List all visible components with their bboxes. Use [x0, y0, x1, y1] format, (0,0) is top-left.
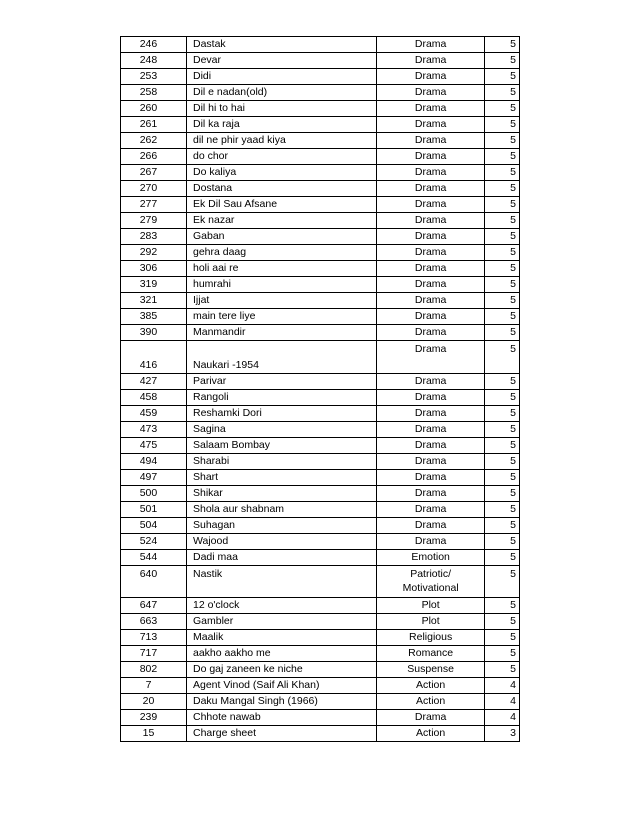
movie-title-cell: Gaban: [186, 229, 376, 245]
table-row: [121, 550, 520, 566]
rating-cell: 5: [485, 614, 520, 630]
genre-cell: Drama: [376, 101, 485, 117]
movie-title-cell: Sharabi: [186, 454, 376, 470]
genre-cell: Plot: [376, 598, 485, 614]
genre-cell: Religious: [376, 630, 485, 646]
movie-title-cell: Ek nazar: [186, 213, 376, 229]
rating-cell: 5: [485, 630, 520, 646]
table-row: [121, 646, 520, 662]
rating-cell: 5: [485, 165, 520, 181]
rating-cell: 5: [485, 486, 520, 502]
table-row: [121, 422, 520, 438]
movie-title-cell: main tere liye: [186, 309, 376, 325]
movie-title-cell: Shikar: [186, 486, 376, 502]
table-row: [121, 69, 520, 85]
movie-title-cell: Dadi maa: [186, 550, 376, 566]
genre-cell: Drama: [376, 197, 485, 213]
genre-cell: Action: [376, 726, 485, 742]
movie-id-cell: 497: [121, 470, 187, 486]
table-row: [121, 117, 520, 133]
movie-title-cell: Do gaj zaneen ke niche: [186, 662, 376, 678]
rating-cell: 5: [485, 101, 520, 117]
genre-cell: Drama: [376, 181, 485, 197]
rating-cell: 5: [485, 438, 520, 454]
genre-cell: Patriotic/ Motivational: [376, 566, 485, 598]
table-row: [121, 309, 520, 325]
movie-title-cell: Nastik: [186, 566, 376, 598]
rating-cell: 5: [485, 69, 520, 85]
table-row: [121, 261, 520, 277]
genre-cell: Drama: [376, 117, 485, 133]
movie-id-cell: 647: [121, 598, 187, 614]
movie-title-cell: Naukari -1954: [186, 341, 376, 374]
movie-title-cell: Parivar: [186, 374, 376, 390]
movie-title-cell: Dil e nadan(old): [186, 85, 376, 101]
movie-title-cell: Suhagan: [186, 518, 376, 534]
movie-id-cell: 20: [121, 694, 187, 710]
movie-id-cell: 416: [121, 341, 187, 374]
rating-cell: 5: [485, 117, 520, 133]
rating-cell: 5: [485, 213, 520, 229]
movie-title-cell: Manmandir: [186, 325, 376, 341]
table-row: [121, 486, 520, 502]
movie-id-cell: 802: [121, 662, 187, 678]
rating-cell: 5: [485, 133, 520, 149]
movie-id-cell: 524: [121, 534, 187, 550]
movie-id-cell: 283: [121, 229, 187, 245]
movie-title-cell: Charge sheet: [186, 726, 376, 742]
rating-cell: 4: [485, 694, 520, 710]
movie-title-cell: Chhote nawab: [186, 710, 376, 726]
genre-cell: Drama: [376, 325, 485, 341]
movie-id-cell: 475: [121, 438, 187, 454]
movie-id-cell: 7: [121, 678, 187, 694]
table-row: [121, 454, 520, 470]
genre-cell: Suspense: [376, 662, 485, 678]
movie-id-cell: 261: [121, 117, 187, 133]
genre-cell: Drama: [376, 245, 485, 261]
rating-cell: 5: [485, 325, 520, 341]
movie-title-cell: aakho aakho me: [186, 646, 376, 662]
movie-title-cell: Ek Dil Sau Afsane: [186, 197, 376, 213]
genre-cell: Drama: [376, 518, 485, 534]
table-row: [121, 726, 520, 742]
genre-cell: Drama: [376, 165, 485, 181]
rating-cell: 5: [485, 309, 520, 325]
movie-title-cell: Maalik: [186, 630, 376, 646]
table-row: [121, 325, 520, 341]
movie-id-cell: 15: [121, 726, 187, 742]
movie-id-cell: 258: [121, 85, 187, 101]
genre-cell: Drama: [376, 37, 485, 53]
rating-cell: 5: [485, 470, 520, 486]
genre-cell: Drama: [376, 502, 485, 518]
genre-cell: Drama: [376, 85, 485, 101]
table-row: [121, 566, 520, 598]
rating-cell: 5: [485, 197, 520, 213]
movie-title-cell: humrahi: [186, 277, 376, 293]
rating-cell: 4: [485, 710, 520, 726]
movie-title-cell: Devar: [186, 53, 376, 69]
table-row: [121, 518, 520, 534]
table-row: [121, 630, 520, 646]
movie-id-cell: 663: [121, 614, 187, 630]
table-row: [121, 502, 520, 518]
genre-cell: Drama: [376, 454, 485, 470]
rating-cell: 5: [485, 454, 520, 470]
rating-cell: 5: [485, 534, 520, 550]
table-row: [121, 293, 520, 309]
genre-cell: Drama: [376, 710, 485, 726]
rating-cell: 5: [485, 277, 520, 293]
movie-title-cell: Gambler: [186, 614, 376, 630]
movie-title-cell: Salaam Bombay: [186, 438, 376, 454]
genre-cell: Drama: [376, 390, 485, 406]
table-row: [121, 710, 520, 726]
rating-cell: 5: [485, 422, 520, 438]
table-row: [121, 277, 520, 293]
movie-id-cell: 427: [121, 374, 187, 390]
rating-cell: 5: [485, 181, 520, 197]
rating-cell: 5: [485, 53, 520, 69]
movie-id-cell: 473: [121, 422, 187, 438]
table-row: [121, 390, 520, 406]
rating-cell: 5: [485, 502, 520, 518]
rating-cell: 5: [485, 646, 520, 662]
table-row: [121, 614, 520, 630]
rating-cell: 5: [485, 662, 520, 678]
movie-id-cell: 501: [121, 502, 187, 518]
table-row: [121, 534, 520, 550]
table-row: [121, 341, 520, 374]
table-row: [121, 53, 520, 69]
movie-title-cell: Shart: [186, 470, 376, 486]
table-row: [121, 37, 520, 53]
rating-cell: 5: [485, 245, 520, 261]
table-row: [121, 406, 520, 422]
movie-id-cell: 504: [121, 518, 187, 534]
movie-title-cell: Dastak: [186, 37, 376, 53]
movie-id-cell: 306: [121, 261, 187, 277]
movie-id-cell: 390: [121, 325, 187, 341]
movie-id-cell: 260: [121, 101, 187, 117]
movie-title-cell: holi aai re: [186, 261, 376, 277]
table-row: [121, 598, 520, 614]
movie-id-cell: 266: [121, 149, 187, 165]
genre-cell: Drama: [376, 374, 485, 390]
rating-cell: 3: [485, 726, 520, 742]
movie-id-cell: 717: [121, 646, 187, 662]
movie-title-cell: Sagina: [186, 422, 376, 438]
movie-id-cell: 544: [121, 550, 187, 566]
movie-title-cell: Ijjat: [186, 293, 376, 309]
rating-cell: 5: [485, 293, 520, 309]
movie-id-cell: 494: [121, 454, 187, 470]
genre-cell: Romance: [376, 646, 485, 662]
genre-cell: Action: [376, 694, 485, 710]
genre-cell: Drama: [376, 53, 485, 69]
movie-ratings-table: [120, 36, 520, 742]
movie-id-cell: 292: [121, 245, 187, 261]
rating-cell: 5: [485, 341, 520, 374]
table-row: [121, 85, 520, 101]
movie-title-cell: Dil ka raja: [186, 117, 376, 133]
movie-title-cell: Dil hi to hai: [186, 101, 376, 117]
movie-id-cell: 319: [121, 277, 187, 293]
genre-cell: Plot: [376, 614, 485, 630]
rating-cell: 5: [485, 390, 520, 406]
movie-id-cell: 458: [121, 390, 187, 406]
genre-cell: Drama: [376, 406, 485, 422]
genre-cell: Emotion: [376, 550, 485, 566]
movie-title-cell: Dostana: [186, 181, 376, 197]
table-row: [121, 678, 520, 694]
movie-id-cell: 321: [121, 293, 187, 309]
movie-title-cell: Daku Mangal Singh (1966): [186, 694, 376, 710]
table-row: [121, 245, 520, 261]
genre-cell: Drama: [376, 438, 485, 454]
movie-id-cell: 500: [121, 486, 187, 502]
movie-id-cell: 239: [121, 710, 187, 726]
movie-id-cell: 713: [121, 630, 187, 646]
genre-cell: Action: [376, 678, 485, 694]
table-row: [121, 133, 520, 149]
genre-cell: Drama: [376, 133, 485, 149]
table-row: [121, 374, 520, 390]
genre-cell: Drama: [376, 534, 485, 550]
table-row: [121, 149, 520, 165]
table-row: [121, 181, 520, 197]
rating-cell: 5: [485, 149, 520, 165]
table-row: [121, 165, 520, 181]
movie-title-cell: Do kaliya: [186, 165, 376, 181]
genre-cell: Drama: [376, 470, 485, 486]
table-row: [121, 197, 520, 213]
movie-id-cell: 640: [121, 566, 187, 598]
rating-cell: 5: [485, 566, 520, 598]
genre-cell: Drama: [376, 213, 485, 229]
table-row: [121, 229, 520, 245]
movie-id-cell: 385: [121, 309, 187, 325]
movie-title-cell: Reshamki Dori: [186, 406, 376, 422]
genre-cell: Drama: [376, 486, 485, 502]
movie-title-cell: gehra daag: [186, 245, 376, 261]
rating-cell: 5: [485, 550, 520, 566]
movie-id-cell: 279: [121, 213, 187, 229]
genre-cell: Drama: [376, 261, 485, 277]
genre-cell: Drama: [376, 341, 485, 374]
movie-title-cell: Agent Vinod (Saif Ali Khan): [186, 678, 376, 694]
movie-id-cell: 270: [121, 181, 187, 197]
table-body: [121, 37, 520, 742]
table-row: [121, 213, 520, 229]
rating-cell: 5: [485, 85, 520, 101]
rating-cell: 4: [485, 678, 520, 694]
movie-id-cell: 459: [121, 406, 187, 422]
rating-cell: 5: [485, 518, 520, 534]
genre-cell: Drama: [376, 69, 485, 85]
genre-cell: Drama: [376, 149, 485, 165]
rating-cell: 5: [485, 261, 520, 277]
table-row: [121, 470, 520, 486]
movie-title-cell: Wajood: [186, 534, 376, 550]
genre-cell: Drama: [376, 277, 485, 293]
movie-id-cell: 277: [121, 197, 187, 213]
movie-id-cell: 246: [121, 37, 187, 53]
movie-title-cell: do chor: [186, 149, 376, 165]
genre-cell: Drama: [376, 293, 485, 309]
movie-title-cell: Shola aur shabnam: [186, 502, 376, 518]
table-row: [121, 662, 520, 678]
movie-id-cell: 253: [121, 69, 187, 85]
rating-cell: 5: [485, 598, 520, 614]
movie-id-cell: 248: [121, 53, 187, 69]
rating-cell: 5: [485, 37, 520, 53]
genre-cell: Drama: [376, 422, 485, 438]
rating-cell: 5: [485, 406, 520, 422]
rating-cell: 5: [485, 374, 520, 390]
movie-id-cell: 267: [121, 165, 187, 181]
movie-title-cell: Didi: [186, 69, 376, 85]
genre-cell: Drama: [376, 309, 485, 325]
rating-cell: 5: [485, 229, 520, 245]
movie-title-cell: dil ne phir yaad kiya: [186, 133, 376, 149]
table-row: [121, 101, 520, 117]
table-row: [121, 438, 520, 454]
movie-id-cell: 262: [121, 133, 187, 149]
table-row: [121, 694, 520, 710]
movie-title-cell: 12 o'clock: [186, 598, 376, 614]
genre-cell: Drama: [376, 229, 485, 245]
movie-title-cell: Rangoli: [186, 390, 376, 406]
